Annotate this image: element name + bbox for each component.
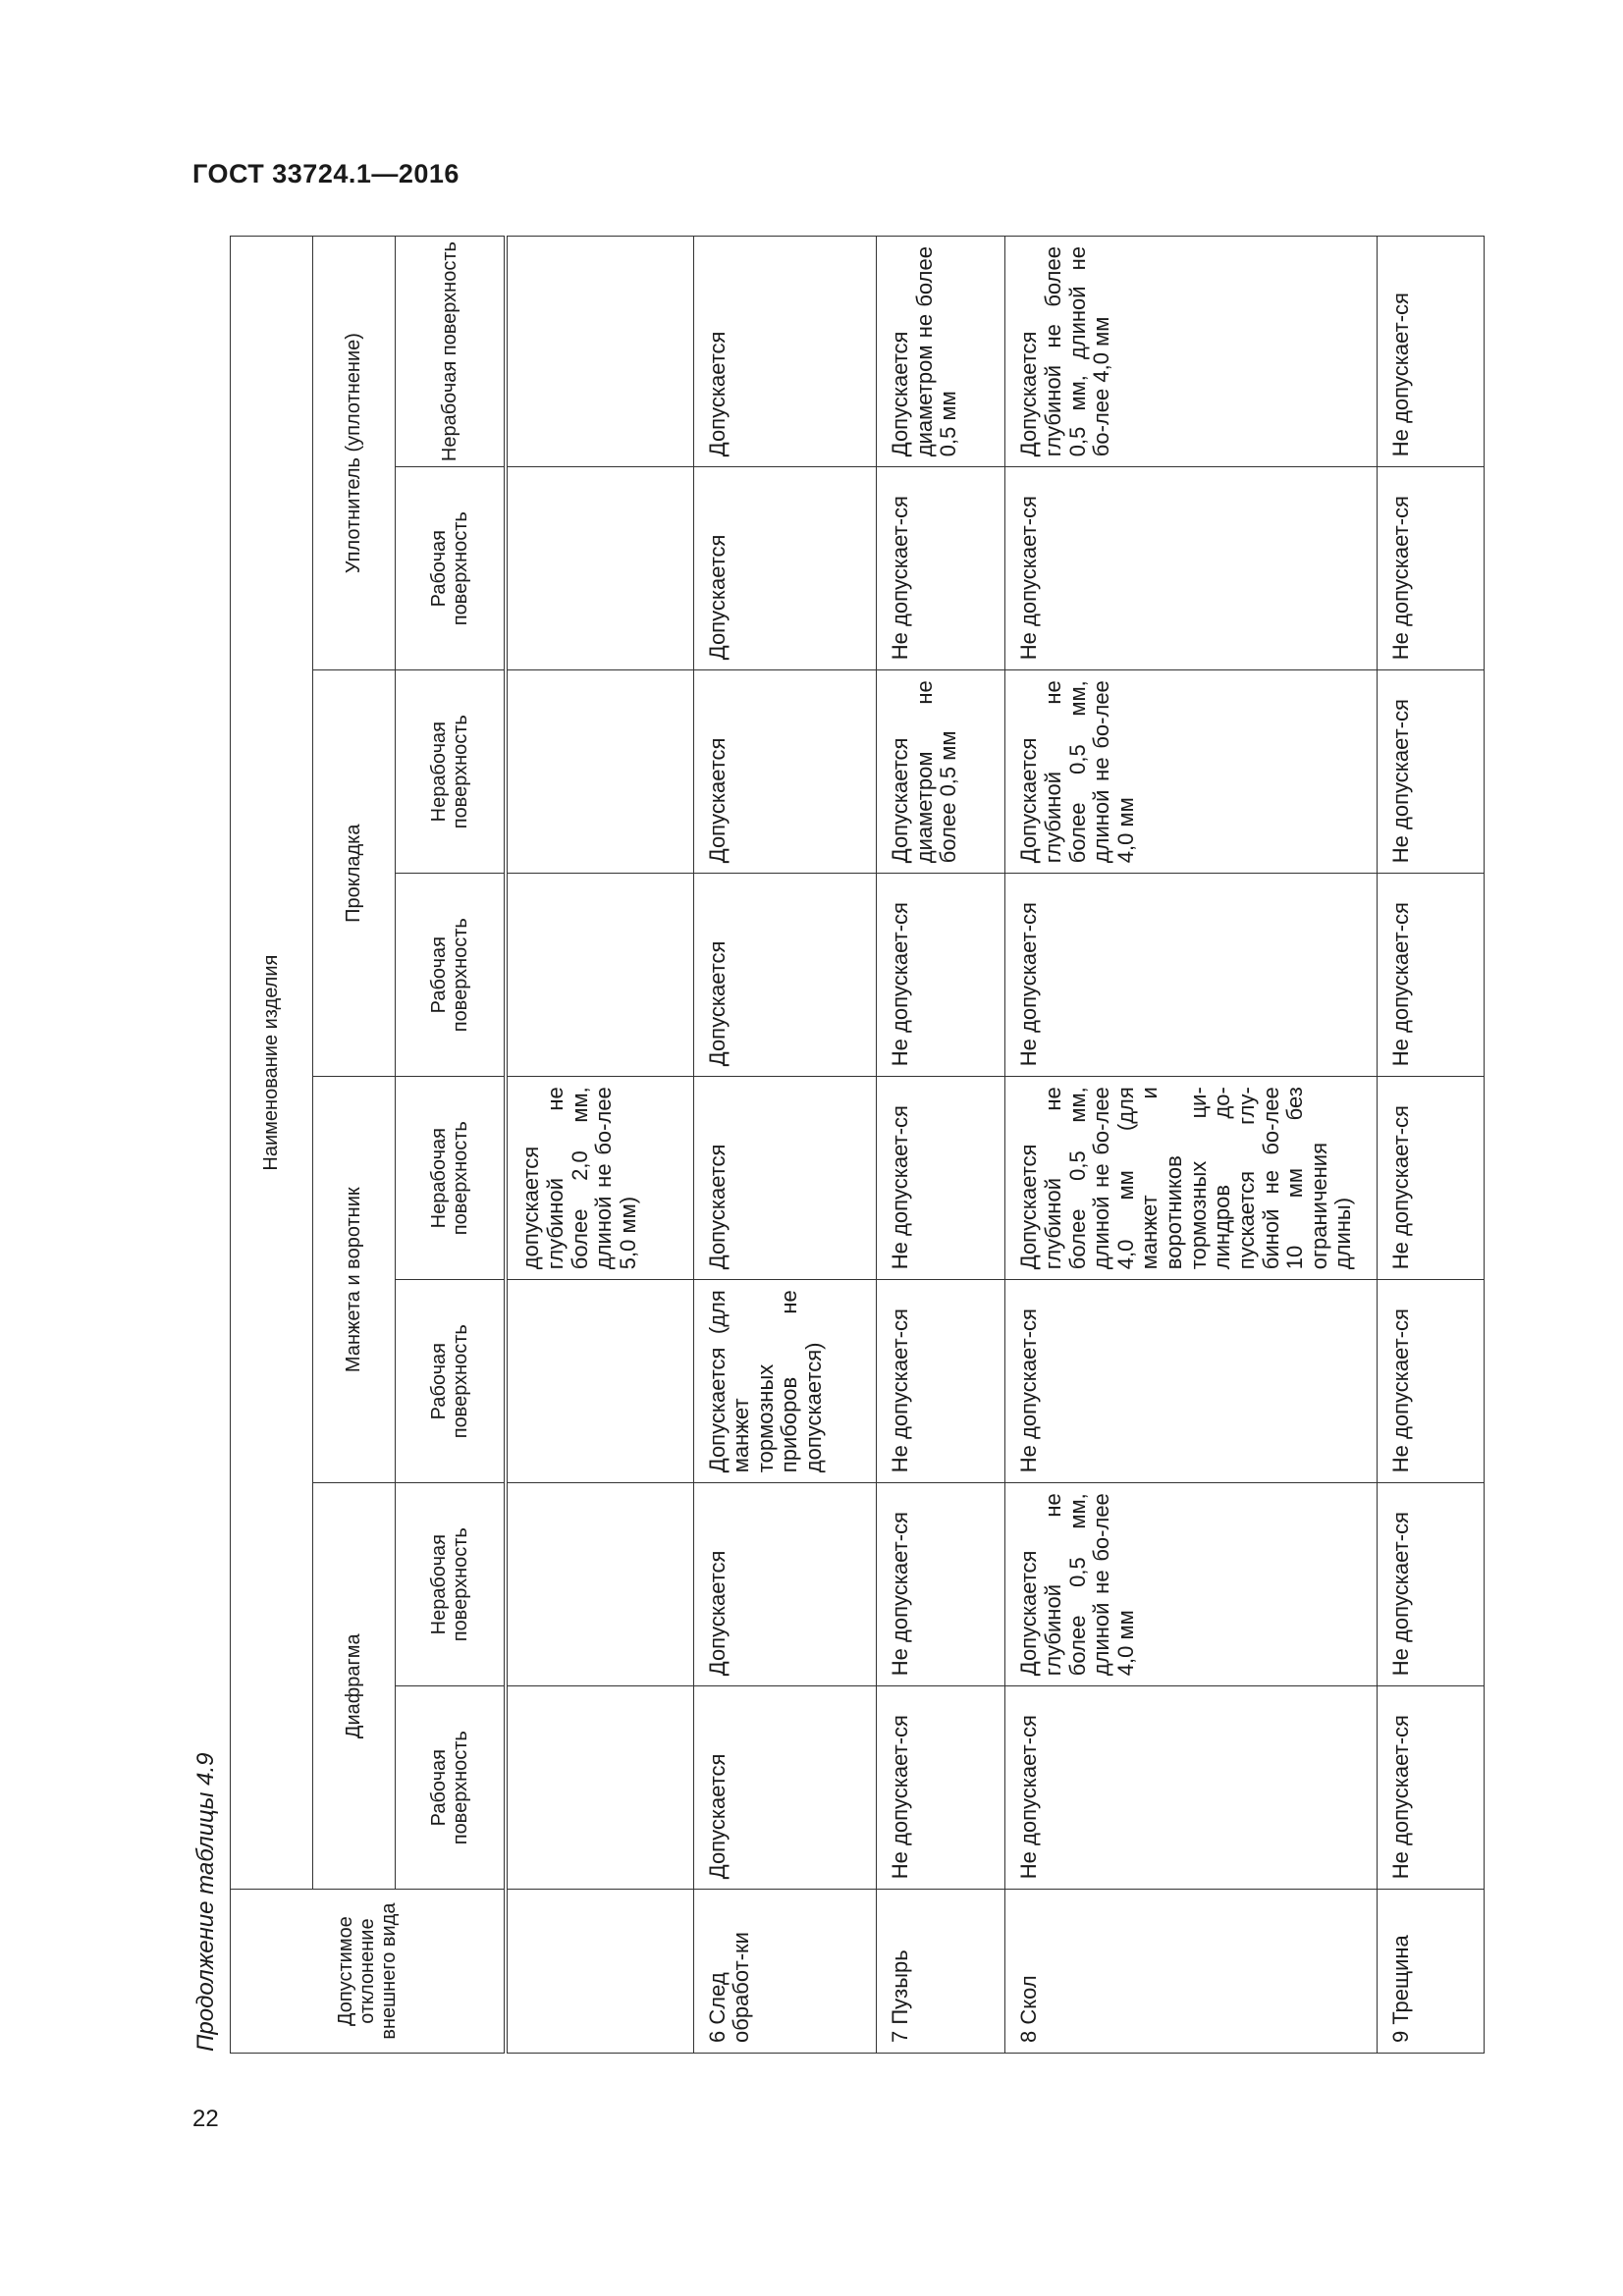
table-cell: Допускается [693,1077,877,1280]
table-cell: Допускается [693,237,877,467]
table-cell [506,467,693,670]
table-cell: Допускается [693,874,877,1077]
header-surface: Рабочая поверхность [396,1686,507,1890]
table-cell: допускается глубиной не более 2,0 мм, длиной не бо-лее 5,0 мм) [506,1077,693,1280]
table-row [1378,237,1485,2054]
table-cell: Допускается [693,1483,877,1686]
table-cell: Не допускает-ся [877,1483,1005,1686]
document-header: ГОСТ 33724.1—2016 [192,159,460,188]
table-cell: Допускается диаметром не более 0,5 мм [877,670,1005,874]
header-product-seal: Уплотнитель (уплотнение) [313,237,396,670]
table-cell: Не допускает-ся [877,1077,1005,1280]
deviation-label: 6 След обработ-ки [693,1890,877,2054]
table-cell: Не допускает-ся [1378,237,1485,467]
table-row [1005,237,1378,2054]
table-cell: Не допускает-ся [1005,874,1378,1077]
header-surface: Нерабочая поверхность [396,1483,507,1686]
header-product-cuff: Манжета и воротник [313,1077,396,1483]
header-surface: Нерабочая поверхность [396,670,507,874]
header-deviation: Допустимое отклонение внешнего вида [231,1890,507,2054]
defects-table [230,236,1485,2054]
table-cell: Не допускает-ся [1378,670,1485,874]
table-cell: Не допускает-ся [1378,1077,1485,1280]
table-container [230,236,1485,2054]
table-cell: Не допускает-ся [1378,1483,1485,1686]
table-cell [506,874,693,1077]
table-cell: Не допускает-ся [1378,467,1485,670]
header-surface: Рабочая поверхность [396,1280,507,1483]
table-cell: Не допускает-ся [877,874,1005,1077]
deviation-label: 8 Скол [1005,1890,1378,2054]
table-cell: Допускается глубиной не более 0,5 мм, длиной не бо-лее 4,0 мм [1005,670,1378,874]
header-surface: Рабочая поверхность [396,874,507,1077]
table-cell: Не допускает-ся [877,1280,1005,1483]
table-row-continued [506,237,693,2054]
table-caption: Продолжение таблицы 4.9 [192,1752,219,2052]
table-cell [506,1483,693,1686]
table-cell: Допускается [693,670,877,874]
header-surface: Рабочая поверхность [396,467,507,670]
table-cell [506,670,693,874]
header-product-name: Наименование изделия [231,237,313,1890]
table-cell: Не допускает-ся [877,1686,1005,1890]
table-row [693,237,877,2054]
table-cell: Не допускает-ся [1005,467,1378,670]
table-cell: Не допускает-ся [1005,1280,1378,1483]
table-cell [506,1686,693,1890]
table-row [877,237,1005,2054]
table-cell: Не допускает-ся [1005,1686,1378,1890]
table-cell: Не допускает-ся [1378,1686,1485,1890]
deviation-label: 7 Пузырь [877,1890,1005,2054]
header-surface: Нерабочая поверхность [396,237,507,467]
table-cell [506,1280,693,1483]
table-cell: Не допускает-ся [1378,1280,1485,1483]
table-cell: Допускается глубиной не более 0,5 мм, длиной не бо-лее 4,0 мм [1005,237,1378,467]
table-cell: Допускается диаметром не более 0,5 мм [877,237,1005,467]
header-surface: Нерабочая поверхность [396,1077,507,1280]
table-cell: Не допускает-ся [1378,874,1485,1077]
table-cell: Допускается (для манжет тормозных приборов не допускается) [693,1280,877,1483]
header-product-gasket: Прокладка [313,670,396,1077]
table-cell: Допускается [693,1686,877,1890]
table-cell: Не допускает-ся [877,467,1005,670]
page-number: 22 [192,2106,219,2132]
table-cell [506,237,693,467]
table-cell: Допускается глубиной не более 0,5 мм, длиной не бо-лее 4,0 мм (для манжет и воротников тормозных ци-линдров до-пускается глу-биной не бо-лее 10 мм без ограничения длины) [1005,1077,1378,1280]
table-cell: Допускается [693,467,877,670]
table-cell: Допускается глубиной не более 0,5 мм, длиной не бо-лее 4,0 мм [1005,1483,1378,1686]
header-product-diaphragm: Диафрагма [313,1483,396,1890]
table-cell [506,1890,693,2054]
deviation-label: 9 Трещина [1378,1890,1485,2054]
